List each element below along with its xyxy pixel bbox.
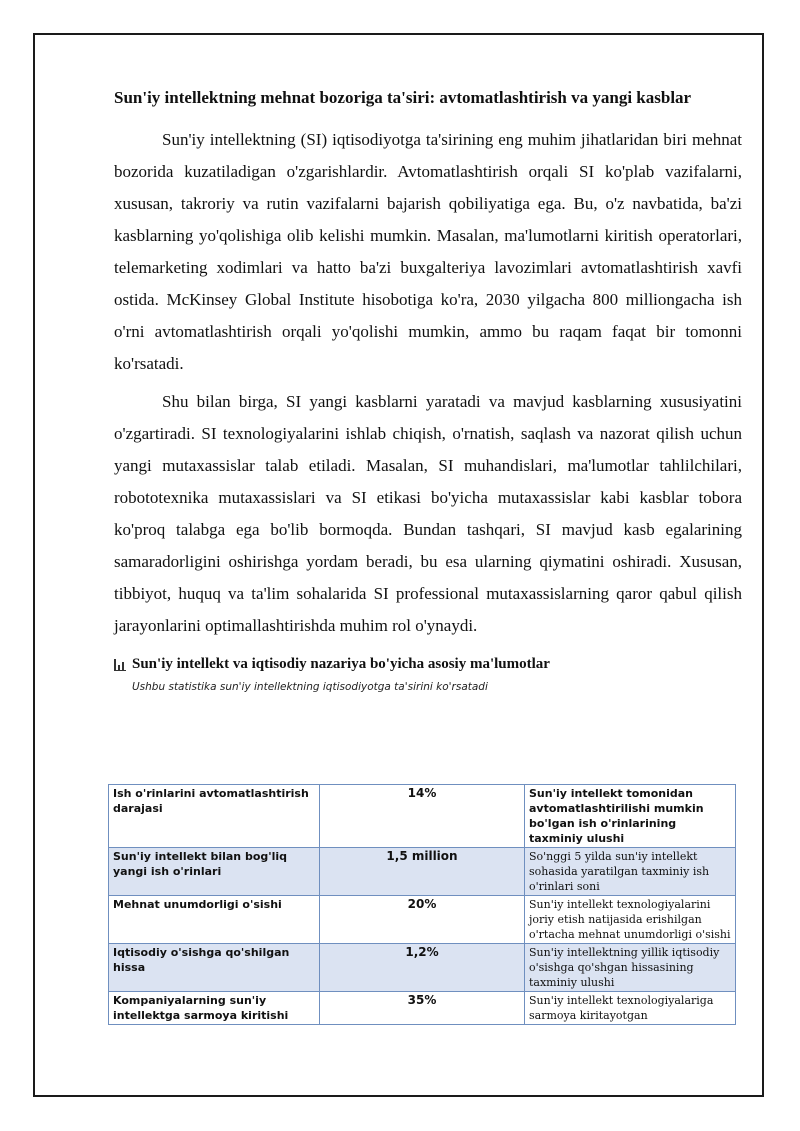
table-row — [109, 848, 736, 896]
row-label: Sun'iy intellekt bilan bog'liq yangi ish o'rinlari — [109, 848, 320, 896]
stats-heading — [114, 656, 742, 673]
row-label: Ish o'rinlarini avtomatlashtirish darajasi — [109, 785, 320, 848]
section-title: Sun'iy intellektning mehnat bozoriga ta'siri: avtomatlashtirish va yangi kasblar — [114, 88, 692, 107]
row-description: Sun'iy intellektning yillik iqtisodiy o'sishga qo'shgan hissasining taxminiy ulushi — [525, 944, 736, 992]
stats-heading-text: Sun'iy intellekt va iqtisodiy nazariya bo'yicha asosiy ma'lumotlar — [132, 656, 550, 672]
row-value: 1,5 million — [320, 848, 525, 896]
row-label: Iqtisodiy o'sishga qo'shilgan hissa — [109, 944, 320, 992]
row-value: 1,2% — [320, 944, 525, 992]
row-description: Sun'iy intellekt texnologiyalariga sarmoya kiritayotgan — [525, 992, 736, 1025]
paragraph: Shu bilan birga, SI yangi kasblarni yaratadi va mavjud kasblarning xususiyatini o'zgartiradi. SI texnologiyalarini ishlab chiqish, o'rnatish, saqlash va nazorat qilish uchun yangi mutaxassislar talab etiladi. Masalan, SI muhandislari, ma'lumotlar tahlilchilari, robototexnika mutaxassislari va SI etikasi bo'yicha mutaxassislar kabi kasblar tobora ko'proq talabga ega bo'lib bormoqda. Bundan tashqari, SI mavjud kasb egalarining samaradorligini oshirishga yordam beradi, bu esa ularning qiymatini oshiradi. Xususan, tibbiyot, huquq va ta'lim sohalarida SI professional mutaxassislarning qaror qabul qilish jarayonlarini optimallashtirishda muhim rol o'ynaydi. — [114, 392, 742, 635]
stats-table — [108, 784, 736, 1025]
table-row — [109, 944, 736, 992]
stats-subtitle: Ushbu statistika sun'iy intellektning iqtisodiyotga ta'sirini ko'rsatadi — [132, 681, 488, 693]
paragraph: Sun'iy intellektning (SI) iqtisodiyotga ta'sirining eng muhim jihatlaridan biri mehnat bozorida kuzatiladigan o'zgarishlardir. Avtomatlashtirish orqali SI ko'plab vazifalarni, xususan, takroriy va rutin vazifalarni bajarish qobiliyatiga ega. Bu, o'z navbatida, ba'zi kasblarning yo'qolishiga olib kelishi mumkin. Masalan, ma'lumotlarni kiritish operatorlari, telemarketing xodimlari va hatto ba'zi buxgalteriya lavozimlari avtomatlashtirish xavfi ostida. McKinsey Global Institute hisobotiga ko'ra, 2030 yilgacha 800 milliongacha ish o'rni avtomatlashtirish orqali yo'qolishi mumkin, ammo bu raqam faqat bir tomonni ko'rsatadi. — [114, 130, 742, 373]
table-row — [109, 896, 736, 944]
table-row — [109, 992, 736, 1025]
table-row — [109, 785, 736, 848]
row-description: So'nggi 5 yilda sun'iy intellekt sohasida yaratilgan taxminiy ish o'rinlari soni — [525, 848, 736, 896]
document-body — [114, 86, 742, 701]
row-label: Kompaniyalarning sun'iy intellektga sarmoya kiritishi — [109, 992, 320, 1025]
bar-chart-icon — [114, 659, 126, 671]
row-value: 20% — [320, 896, 525, 944]
row-description: Sun'iy intellekt texnologiyalarini joriy etish natijasida erishilgan o'rtacha mehnat unumdorligi o'sishi — [525, 896, 736, 944]
row-value: 35% — [320, 992, 525, 1025]
row-label: Mehnat unumdorligi o'sishi — [109, 896, 320, 944]
row-description: Sun'iy intellekt tomonidan avtomatlashtirilishi mumkin bo'lgan ish o'rinlarining taxminiy ulushi — [525, 785, 736, 848]
row-value: 14% — [320, 785, 525, 848]
